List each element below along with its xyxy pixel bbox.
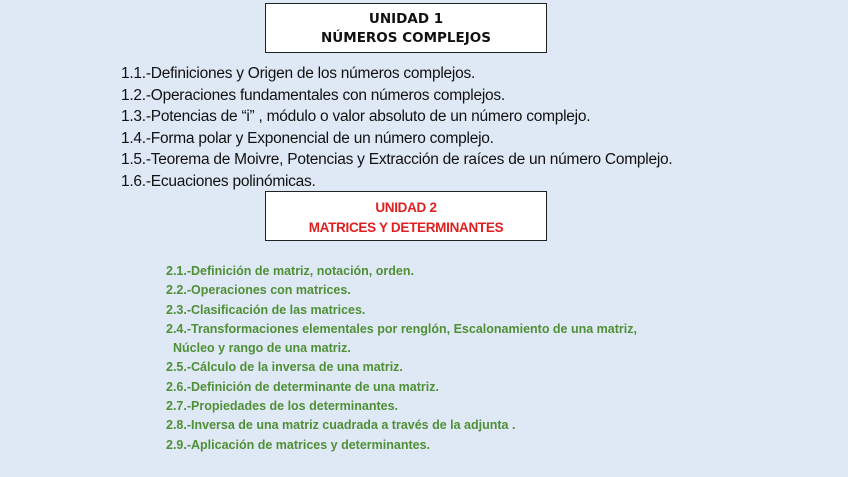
unit1-title: UNIDAD 1 <box>368 11 444 27</box>
unit2-topic: 2.5.-Cálculo de la inversa de una matriz. <box>166 360 403 375</box>
unit2-header-box <box>265 191 547 241</box>
unit2-topic: 2.7.-Propiedades de los determinantes. <box>166 399 399 414</box>
unit1-header-box <box>265 3 547 53</box>
unit2-topic-list <box>166 262 637 455</box>
unit2-topic: 2.4.-Transformaciones elementales por renglón, Escalonamiento de una matriz, <box>166 321 637 336</box>
unit2-topic: 2.3.-Clasificación de las matrices. <box>166 302 366 317</box>
unit2-subtitle: MATRICES Y DETERMINANTES <box>308 220 504 235</box>
unit2-topic-continuation: Núcleo y rango de una matriz. <box>173 341 351 356</box>
unit2-topic: 2.2.-Operaciones con matrices. <box>166 283 351 298</box>
unit1-topic: 1.2.-Operaciones fundamentales con números complejos. <box>121 86 505 104</box>
unit1-topic: 1.6.-Ecuaciones polinómicas. <box>121 172 316 190</box>
unit2-title: UNIDAD 2 <box>375 200 437 215</box>
unit1-topic: 1.4.-Forma polar y Exponencial de un número complejo. <box>121 129 494 147</box>
unit1-subtitle: NÚMEROS COMPLEJOS <box>321 30 491 46</box>
unit2-topic: 2.8.-Inversa de una matriz cuadrada a través de la adjunta . <box>166 418 516 433</box>
unit2-topic: 2.9.-Aplicación de matrices y determinantes. <box>166 437 430 452</box>
unit1-topic: 1.5.-Teorema de Moivre, Potencias y Extracción de raíces de un número Complejo. <box>121 151 673 168</box>
unit2-topic: 2.6.-Definición de determinante de una matriz. <box>166 379 439 394</box>
unit1-topic: 1.3.-Potencias de “i” , módulo o valor absoluto de un número complejo. <box>121 108 591 125</box>
unit1-topic: 1.1.-Definiciones y Origen de los números complejos. <box>121 65 476 82</box>
unit2-topic: 2.1.-Definición de matriz, notación, orden. <box>166 264 414 278</box>
unit1-topic-list <box>121 63 672 192</box>
